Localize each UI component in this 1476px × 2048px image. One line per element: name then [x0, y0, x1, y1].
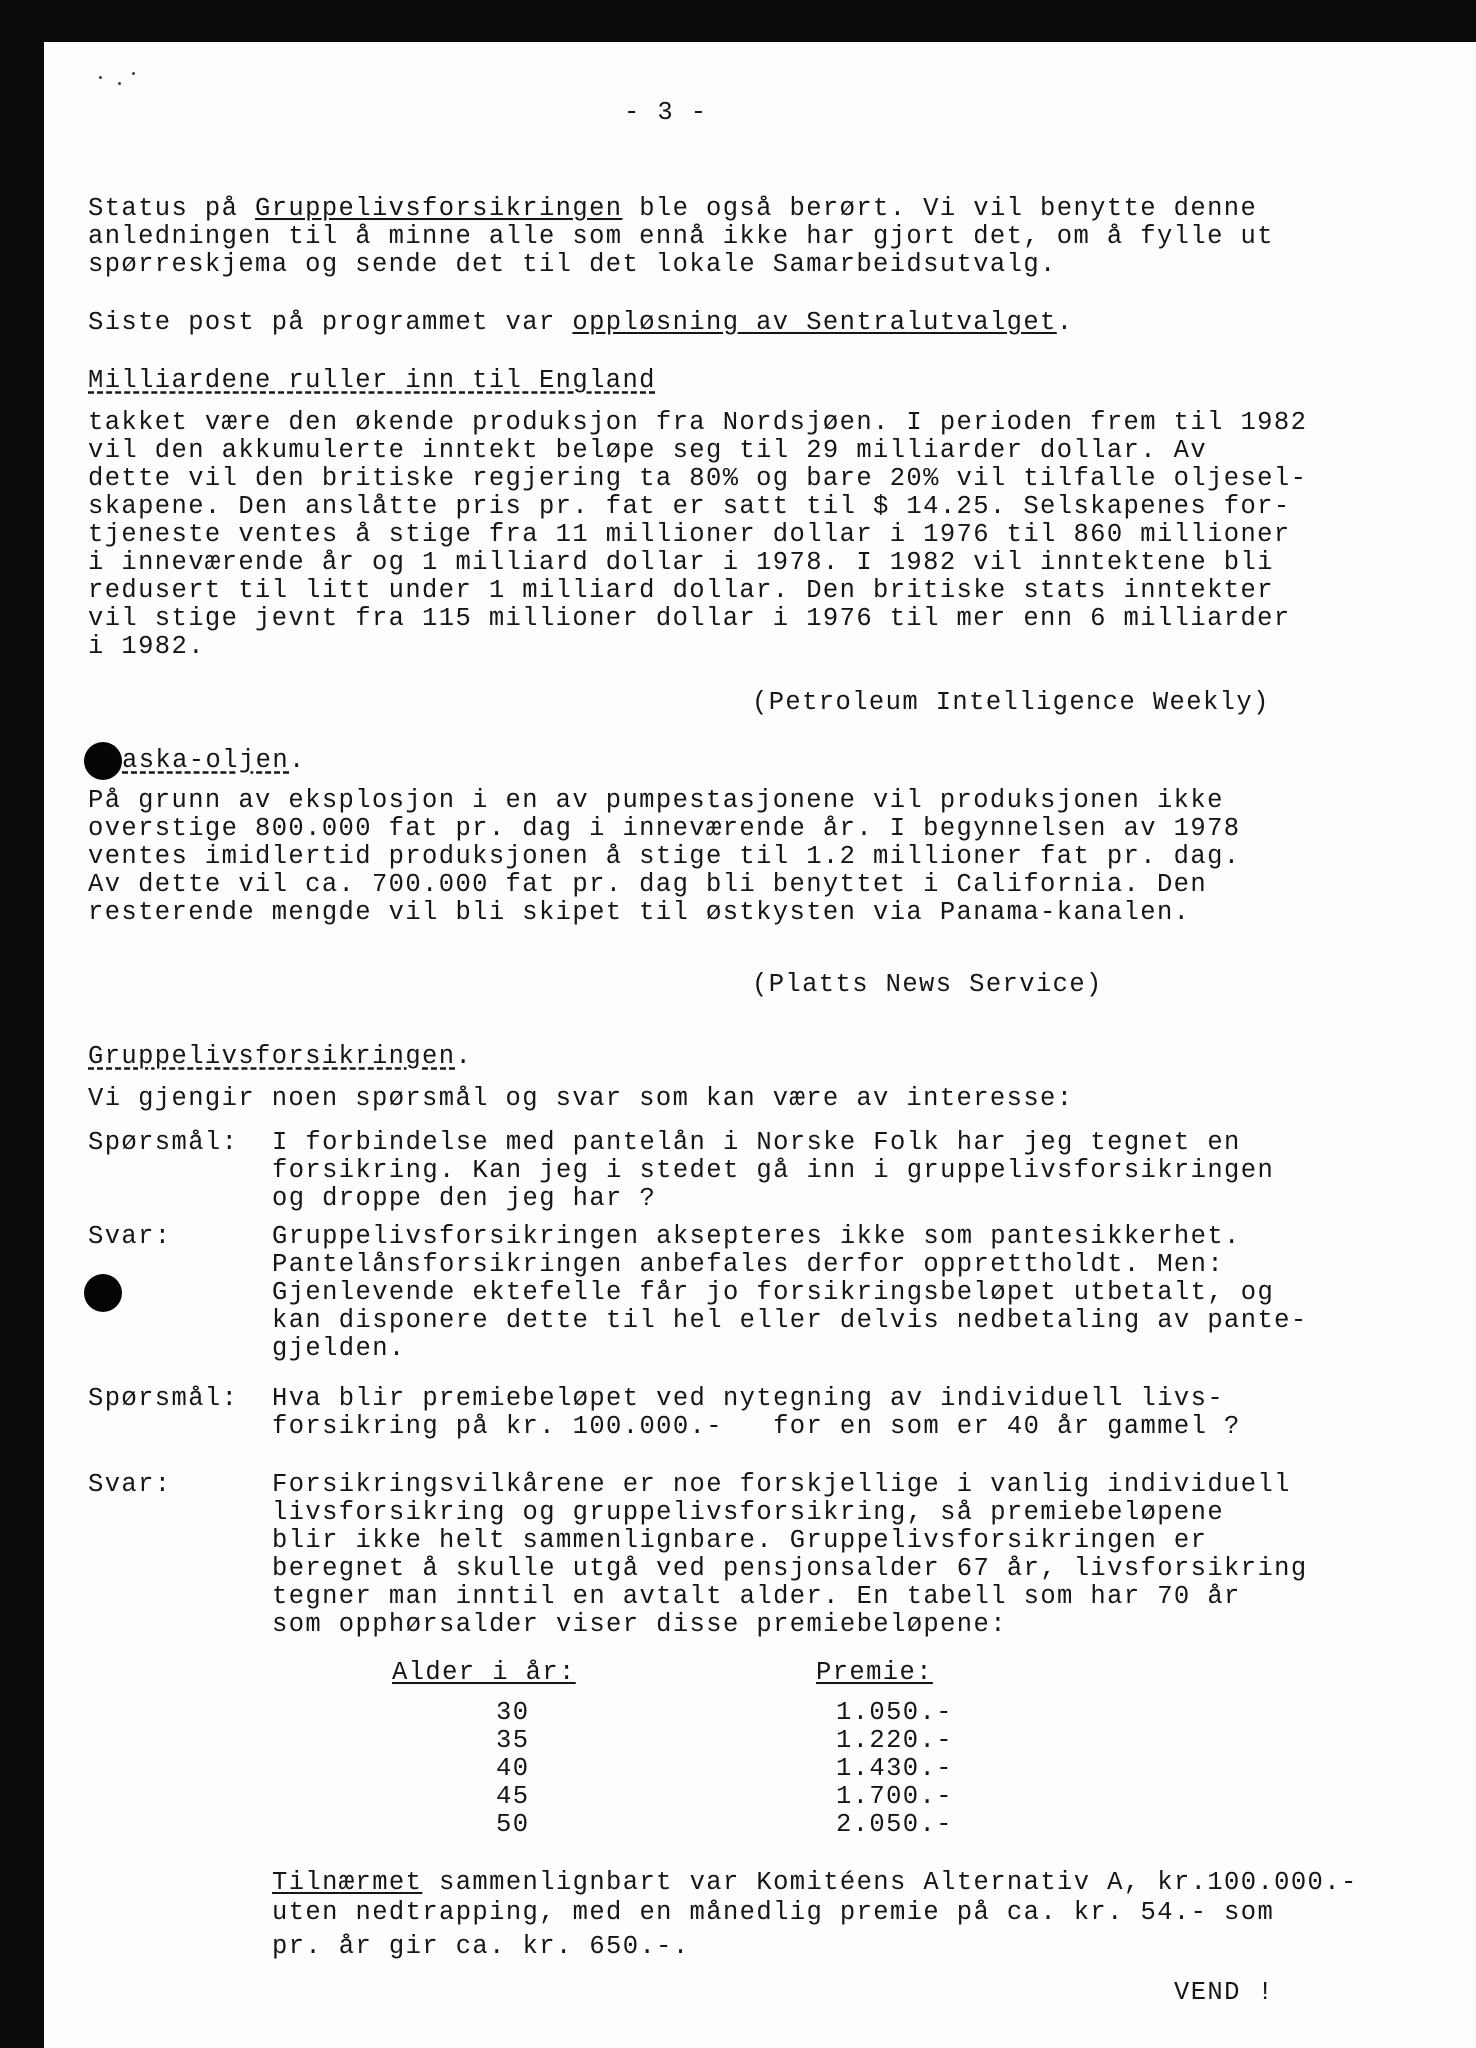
qa-line: forsikring. Kan jeg i stedet gå inn i gruppelivsforsikringen: [272, 1156, 1275, 1185]
source-citation: (Petroleum Intelligence Weekly): [752, 688, 1270, 717]
body-line: vil den akkumulerte inntekt beløpe seg til 29 milliarder dollar. Av: [88, 436, 1208, 465]
qa-line: Gruppelivsforsikringen aksepteres ikke som pantesikkerhet.: [272, 1222, 1241, 1251]
paragraph-line: anledningen til å minne alle som ennå ikke har gjort det, om å fylle ut: [88, 222, 1274, 251]
table-cell-age: 50: [496, 1810, 530, 1839]
table-cell-premium: 1.700.-: [836, 1782, 953, 1811]
qa-line: livsforsikring og gruppelivsforsikring, så premiebeløpene: [272, 1498, 1225, 1527]
qa-line: som opphørsalder viser disse premiebeløpene:: [272, 1610, 1007, 1639]
qa-line: Pantelånsforsikringen anbefales derfor opprettholdt. Men:: [272, 1250, 1225, 1279]
table-cell-premium: 1.220.-: [836, 1726, 953, 1755]
body-line: ventes imidlertid produksjonen å stige til 1.2 millioner fat pr. dag.: [88, 842, 1241, 871]
footer-vend: VEND !: [1174, 1978, 1275, 2007]
qa-label: Svar:: [88, 1222, 172, 1251]
underlined-term: oppløsning av Sentralutvalget: [572, 308, 1057, 337]
qa-line: Hva blir premiebeløpet ved nytegning av individuell livs-: [272, 1384, 1225, 1413]
qa-line: tegner man inntil en avtalt alder. En tabell som har 70 år: [272, 1582, 1241, 1611]
table-cell-age: 30: [496, 1698, 530, 1727]
closing-line: uten nedtrapping, med en månedlig premie på ca. kr. 54.- som: [272, 1898, 1275, 1927]
table-cell-age: 35: [496, 1726, 530, 1755]
qa-line: beregnet å skulle utgå ved pensjonsalder 67 år, livsforsikring: [272, 1554, 1308, 1583]
body-line: skapene. Den anslåtte pris pr. fat er satt til $ 14.25. Selskapenes for-: [88, 492, 1291, 521]
table-cell-premium: 2.050.-: [836, 1810, 953, 1839]
scan-speck: [99, 76, 102, 79]
qa-line: I forbindelse med pantelån i Norske Folk har jeg tegnet en: [272, 1128, 1241, 1157]
body-line: På grunn av eksplosjon i en av pumpestasjonene vil produksjonen ikke: [88, 786, 1224, 815]
qa-line: kan disponere dette til hel eller delvis nedbetaling av pante-: [272, 1306, 1308, 1335]
section-heading: aska-oljen.: [122, 746, 306, 775]
closing-line: Tilnærmet sammenlignbart var Komitéens Alternativ A, kr.100.000.-: [272, 1868, 1358, 1897]
body-line: i 1982.: [88, 632, 205, 661]
qa-label: Spørsmål:: [88, 1128, 239, 1157]
page-number: - 3 -: [624, 98, 708, 127]
scan-speck: [132, 72, 135, 75]
body-line: overstige 800.000 fat pr. dag i inneværende år. I begynnelsen av 1978: [88, 814, 1241, 843]
paragraph-line: Siste post på programmet var oppløsning av Sentralutvalget.: [88, 308, 1074, 337]
body-line: vil stige jevnt fra 115 millioner dollar i 1976 til mer enn 6 milliarder: [88, 604, 1291, 633]
qa-line: blir ikke helt sammenlignbare. Gruppelivsforsikringen er: [272, 1526, 1208, 1555]
underlined-term: Tilnærmet: [272, 1868, 423, 1897]
qa-line: Gjenlevende ektefelle får jo forsikringsbeløpet utbetalt, og: [272, 1278, 1275, 1307]
qa-line: gjelden.: [272, 1334, 406, 1363]
document-page: [44, 42, 1476, 2048]
punch-hole: [84, 742, 122, 780]
qa-line: forsikring på kr. 100.000.- for en som er 40 år gammel ?: [272, 1412, 1241, 1441]
body-line: tjeneste ventes å stige fra 11 millioner dollar i 1976 til 860 millioner: [88, 520, 1291, 549]
body-line: takket være den økende produksjon fra Nordsjøen. I perioden frem til 1982: [88, 408, 1308, 437]
scan-speck: [118, 82, 121, 85]
closing-line: pr. år gir ca. kr. 650.-.: [272, 1932, 690, 1961]
body-line: redusert til litt under 1 milliard dollar. Den britiske stats inntekter: [88, 576, 1274, 605]
section-heading: Milliardene ruller inn til England: [88, 366, 656, 395]
source-citation: (Platts News Service): [752, 970, 1103, 999]
punch-hole: [84, 1274, 122, 1312]
qa-label: Svar:: [88, 1470, 172, 1499]
body-line: dette vil den britiske regjering ta 80% og bare 20% vil tilfalle oljesel-: [88, 464, 1308, 493]
underlined-term: Gruppelivsforsikringen: [255, 194, 623, 223]
table-cell-age: 40: [496, 1754, 530, 1783]
section-heading: Gruppelivsforsikringen.: [88, 1042, 473, 1071]
table-header-premium: Premie:: [816, 1658, 933, 1687]
qa-label: Spørsmål:: [88, 1384, 239, 1413]
paragraph-line: spørreskjema og sende det til det lokale Samarbeidsutvalg.: [88, 250, 1057, 279]
qa-line: og droppe den jeg har ?: [272, 1184, 657, 1213]
body-line: i inneværende år og 1 milliard dollar i 1978. I 1982 vil inntektene bli: [88, 548, 1274, 577]
table-cell-premium: 1.430.-: [836, 1754, 953, 1783]
body-line: resterende mengde vil bli skipet til østkysten via Panama-kanalen.: [88, 898, 1191, 927]
body-line: Av dette vil ca. 700.000 fat pr. dag bli benyttet i California. Den: [88, 870, 1208, 899]
table-cell-age: 45: [496, 1782, 530, 1811]
intro-line: Vi gjengir noen spørsmål og svar som kan være av interesse:: [88, 1084, 1074, 1113]
table-cell-premium: 1.050.-: [836, 1698, 953, 1727]
table-header-age: Alder i år:: [392, 1658, 576, 1687]
qa-line: Forsikringsvilkårene er noe forskjellige i vanlig individuell: [272, 1470, 1291, 1499]
paragraph-line: Status på Gruppelivsforsikringen ble også berørt. Vi vil benytte denne: [88, 194, 1258, 223]
